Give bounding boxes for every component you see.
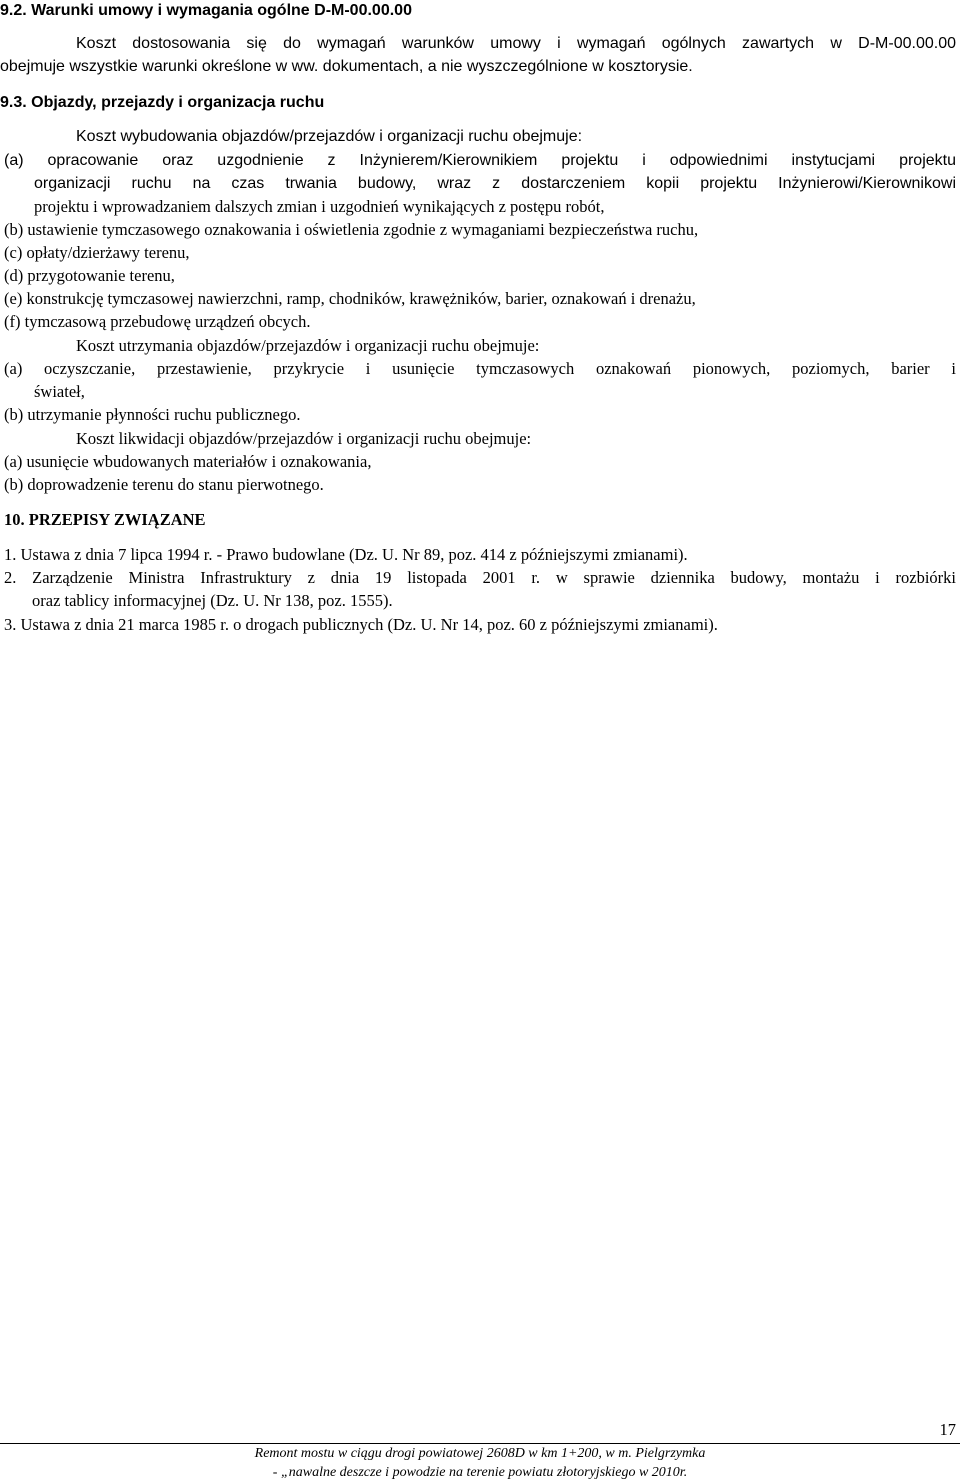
list-item: oraz tablicy informacyjnej (Dz. U. Nr 138, poz. 1555). <box>32 591 393 610</box>
remove-cost-intro: Koszt likwidacji objazdów/przejazdów i organizacji ruchu obejmuje: <box>76 429 532 448</box>
footer-line: - „nawalne deszcze i powodzie na terenie powiatu złotoryjskiego w 2010r. <box>272 1465 688 1480</box>
list-item: organizacji ruchu na czas trwania budowy, wraz z dostarczeniem kopii projektu Inżynierowi/Kierownikowi <box>34 175 956 192</box>
list-item: (b) utrzymanie płynności ruchu publicznego. <box>4 405 301 424</box>
section-10-heading: 10. PRZEPISY ZWIĄZANE <box>4 510 206 529</box>
footer-line: Remont mostu w ciągu drogi powiatowej 2608D w km 1+200, w m. Pielgrzymka <box>254 1446 706 1461</box>
list-item: (d) przygotowanie terenu, <box>4 266 175 285</box>
list-item: projektu i wprowadzaniem dalszych zmian i uzgodnień wynikających z postępu robót, <box>34 197 605 216</box>
list-item: 1. Ustawa z dnia 7 lipca 1994 r. - Prawo budowlane (Dz. U. Nr 89, poz. 414 z późniejszymi zmianami). <box>4 545 688 564</box>
list-item: świateł, <box>34 382 85 401</box>
list-item: (c) opłaty/dzierżawy terenu, <box>4 243 190 262</box>
list-item: (a) opracowanie oraz uzgodnienie z Inżynierem/Kierownikiem projektu i odpowiednimi instytucjami projektu <box>4 152 956 169</box>
section-9-3-heading: 9.3. Objazdy, przejazdy i organizacja ruchu <box>0 94 325 111</box>
section-9-2-paragraph-line: obejmuje wszystkie warunki określone w ww. dokumentach, a nie wyszczególnione w kosztorysie. <box>0 58 693 75</box>
list-item: (f) tymczasową przebudowę urządzeń obcych. <box>4 312 311 331</box>
list-item: (a) oczyszczanie, przestawienie, przykrycie i usunięcie tymczasowych oznakowań pionowych, poziomych, barier i <box>4 359 956 378</box>
section-9-2-heading: 9.2. Warunki umowy i wymagania ogólne D-M-00.00.00 <box>0 2 412 19</box>
section-9-2-paragraph-line: Koszt dostosowania się do wymagań warunków umowy i wymagań ogólnych zawartych w D-M-00.00.00 <box>76 35 956 52</box>
list-item: (a) usunięcie wbudowanych materiałów i oznakowania, <box>4 452 372 471</box>
list-item: (e) konstrukcję tymczasowej nawierzchni, ramp, chodników, krawężników, barier, oznakowań i drenażu, <box>4 289 696 308</box>
list-item: (b) ustawienie tymczasowego oznakowania i oświetlenia zgodnie z wymaganiami bezpieczeństwa ruchu, <box>4 220 699 239</box>
maintain-cost-intro: Koszt utrzymania objazdów/przejazdów i organizacji ruchu obejmuje: <box>76 336 540 355</box>
list-item: 3. Ustawa z dnia 21 marca 1985 r. o drogach publicznych (Dz. U. Nr 14, poz. 60 z późniejszymi zmianami). <box>4 615 718 634</box>
list-item: (b) doprowadzenie terenu do stanu pierwotnego. <box>4 475 324 494</box>
build-cost-intro: Koszt wybudowania objazdów/przejazdów i organizacji ruchu obejmuje: <box>76 128 583 145</box>
page-number: 17 <box>939 1420 956 1439</box>
list-item: 2. Zarządzenie Ministra Infrastruktury z dnia 19 listopada 2001 r. w sprawie dziennika budowy, montażu i rozbiórki <box>4 568 956 587</box>
